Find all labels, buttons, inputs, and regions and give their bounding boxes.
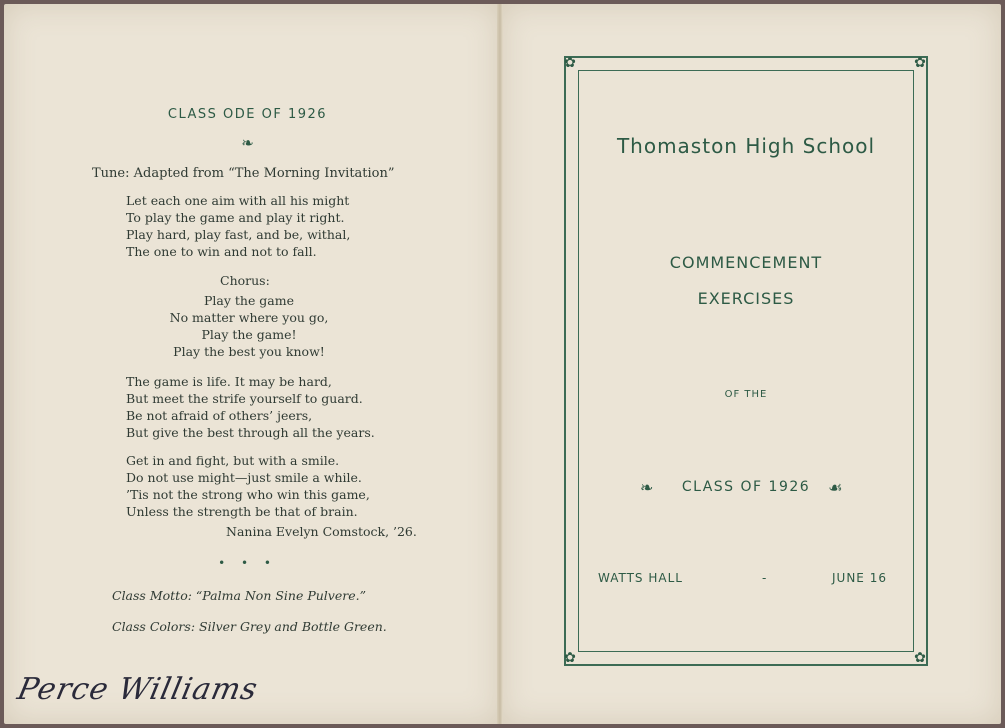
school-name: Thomaston High School — [616, 134, 876, 158]
handwritten-signature: Perce Williams — [14, 672, 262, 707]
corner-flourish-icon: ✿ — [564, 55, 576, 71]
of-the-text: OF THE — [724, 389, 768, 400]
verse-line: The game is life. It may be hard, — [126, 374, 332, 389]
stanza-3 — [126, 452, 370, 520]
tune-line: Tune: Adapted from “The Morning Invitation” — [92, 166, 395, 181]
verse-line: To play the game and play it right. — [126, 210, 345, 225]
verse-line: No matter where you go, — [169, 310, 329, 325]
corner-flourish-icon: ✿ — [564, 650, 576, 666]
commencement-heading: COMMENCEMENT — [669, 253, 823, 272]
verse-line: Be not afraid of others’ jeers, — [126, 408, 313, 423]
chorus-label: Chorus: — [220, 273, 270, 288]
class-of-1926: CLASS OF 1926 — [681, 479, 811, 495]
dot-ornament: • • • — [218, 556, 277, 570]
corner-flourish-icon: ✿ — [914, 55, 926, 71]
separator: - — [762, 571, 767, 585]
verse-line: ’Tis not the strong who win this game, — [126, 487, 370, 502]
verse-line: But meet the strife yourself to guard. — [126, 391, 363, 406]
verse-line: Play hard, play fast, and be, withal, — [126, 227, 351, 242]
date: JUNE 16 — [832, 571, 887, 585]
chorus — [164, 292, 334, 360]
verse-line: But give the best through all the years. — [126, 425, 375, 440]
class-colors: Class Colors: Silver Grey and Bottle Green. — [112, 619, 387, 634]
class-motto: Class Motto: “Palma Non Sine Pulvere.” — [112, 588, 366, 603]
stanza-2 — [126, 373, 375, 441]
venue: WATTS HALL — [598, 571, 683, 585]
leaf-ornament-icon: ❧ — [241, 134, 254, 152]
leaf-right-icon: ☙ — [828, 478, 843, 497]
verse-line: The one to win and not to fall. — [126, 244, 317, 259]
exercises-heading: EXERCISES — [697, 289, 795, 308]
center-fold — [497, 4, 503, 724]
leaf-left-icon: ❧ — [640, 478, 654, 497]
verse-line: Play the game! — [201, 327, 297, 342]
verse-line: Do not use might—just smile a while. — [126, 470, 362, 485]
stanza-1 — [126, 192, 350, 260]
author-credit: Nanina Evelyn Comstock, ’26. — [226, 524, 417, 539]
verse-line: Get in and fight, but with a smile. — [126, 453, 340, 468]
verse-line: Play the best you know! — [173, 344, 325, 359]
ode-title: CLASS ODE OF 1926 — [167, 107, 328, 122]
verse-line: Let each one aim with all his might — [126, 193, 350, 208]
verse-line: Unless the strength be that of brain. — [126, 504, 358, 519]
verse-line: Play the game — [203, 293, 295, 308]
corner-flourish-icon: ✿ — [914, 650, 926, 666]
